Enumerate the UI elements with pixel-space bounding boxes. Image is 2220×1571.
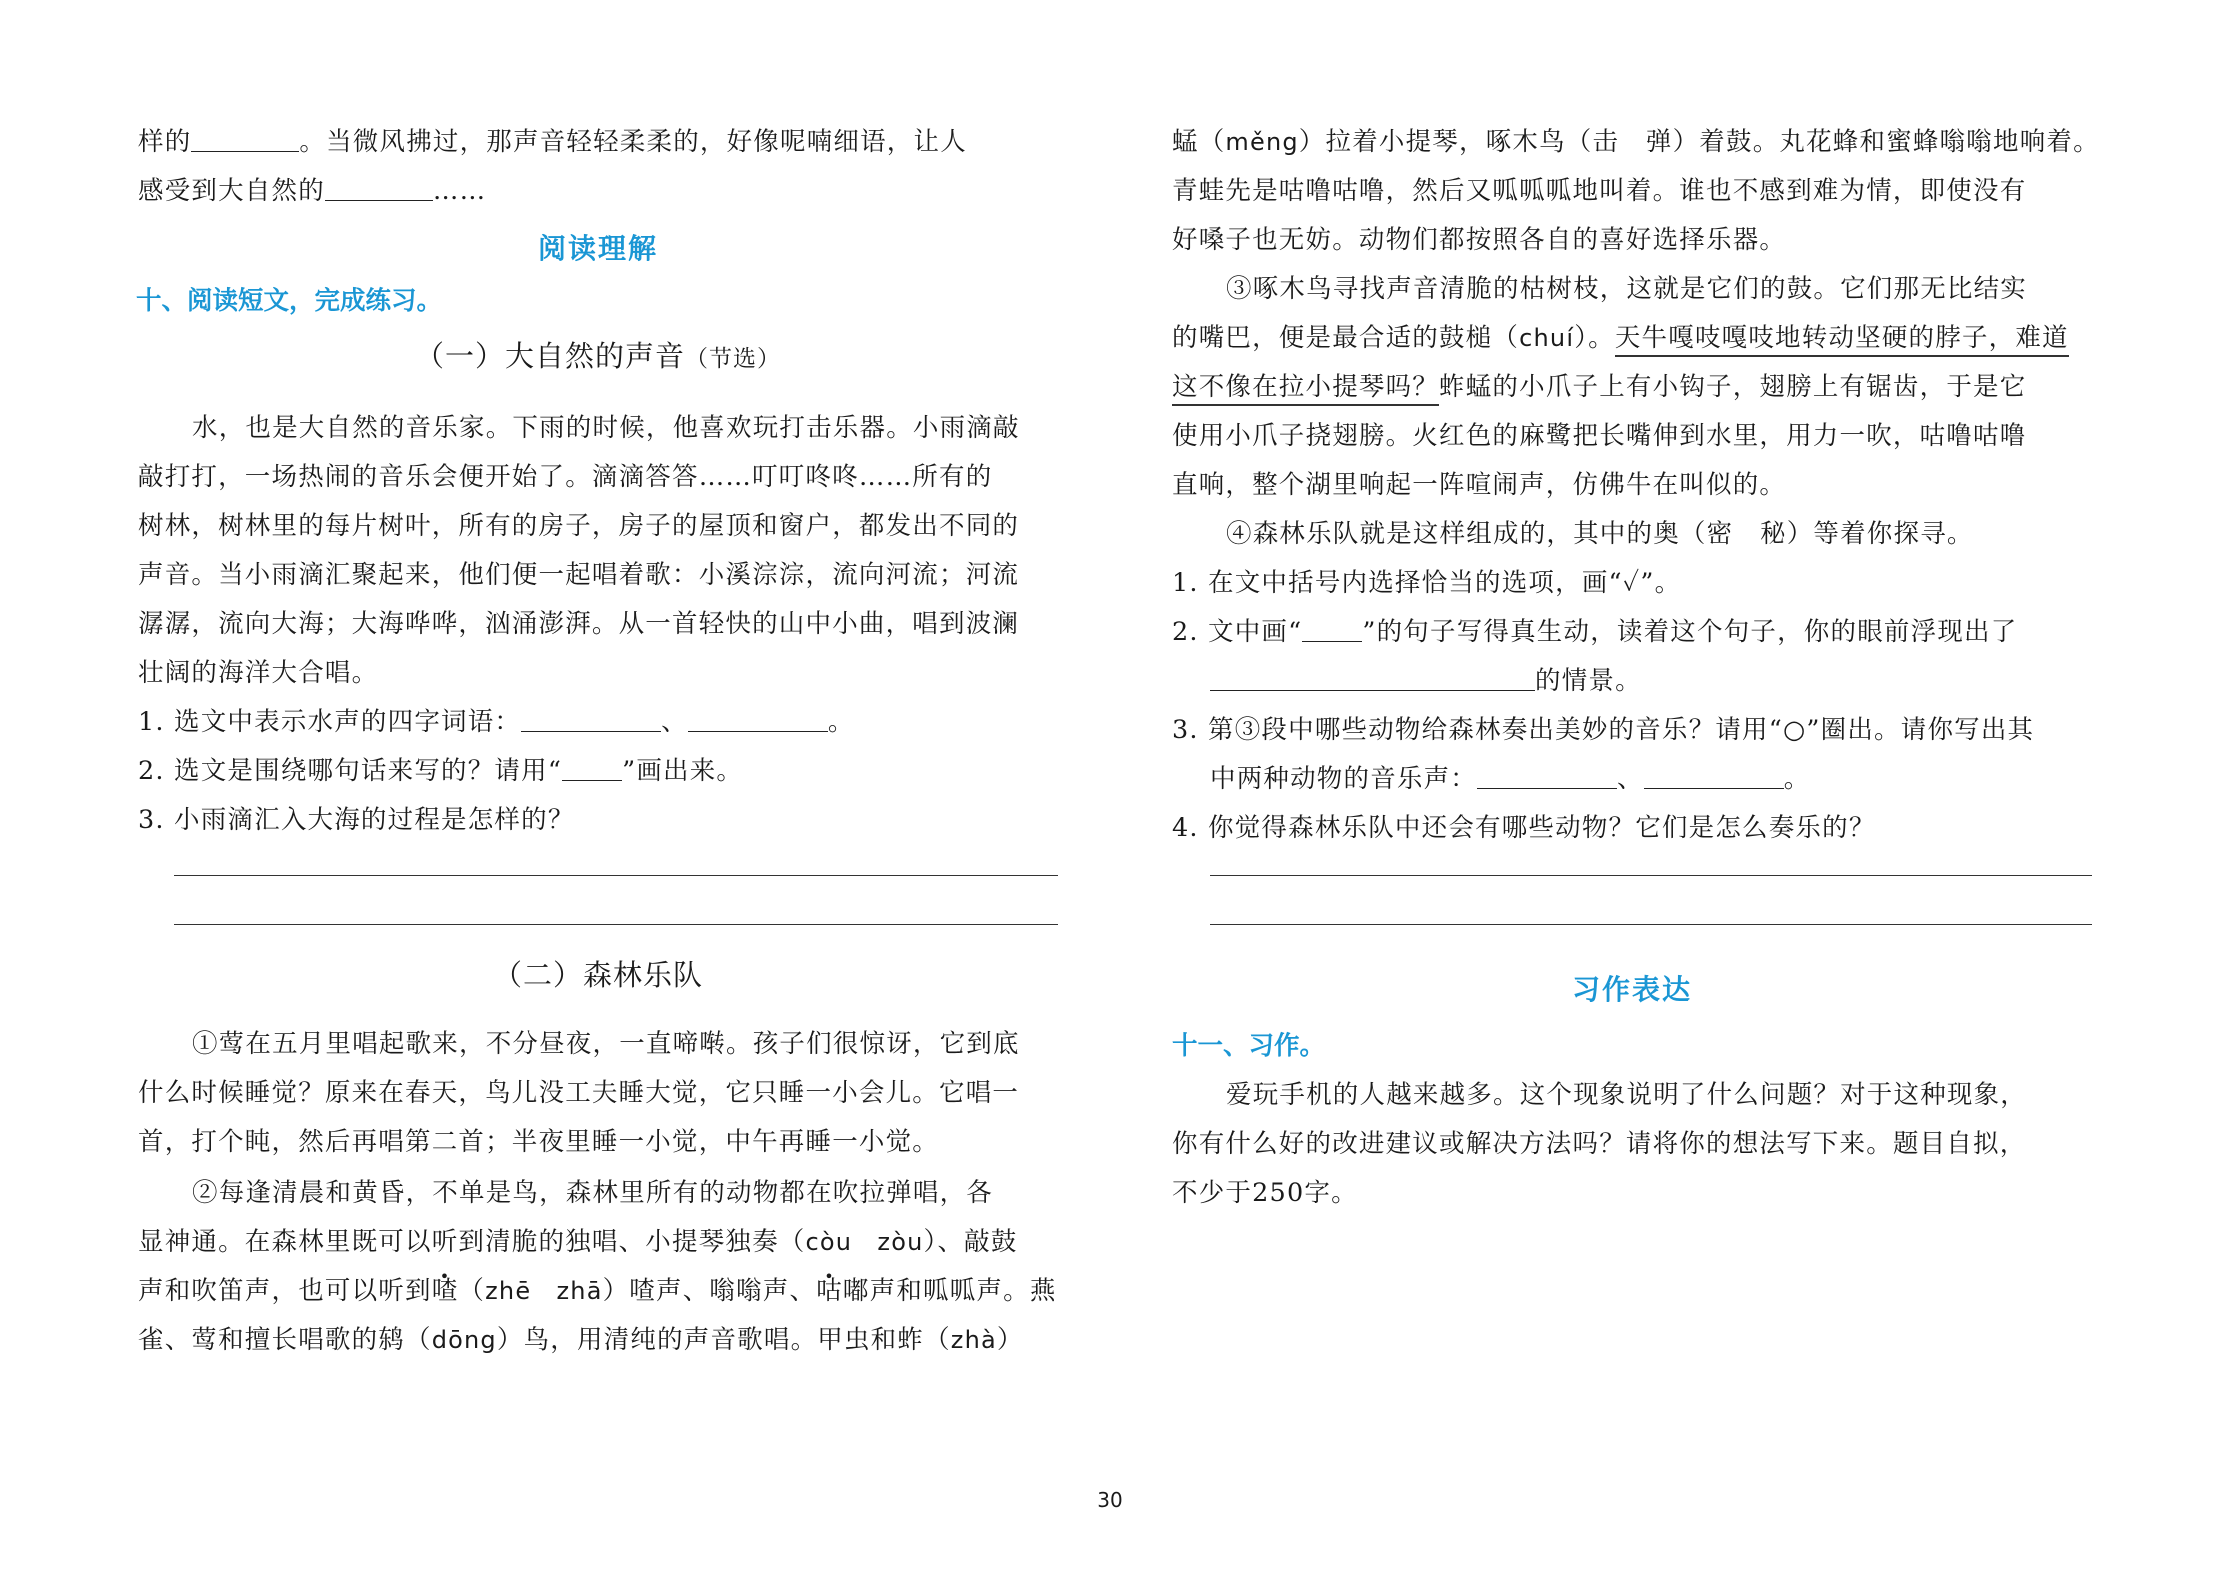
passage-line: ①莺在五月里唱起歌来，不分昼夜，一直啼啭。孩子们很惊讶，它到底: [192, 1029, 1020, 1059]
p2-question-2: 2. 文中画“ ”的句子写得真生动，读着这个句子，你的眼前浮现出了: [1172, 608, 2092, 657]
underline-sample: [562, 752, 622, 781]
passage-line: 的嘴巴，便是最合适的鼓槌（chuí）。天牛嘎吱嘎吱地转动坚硬的脖子，难道: [1172, 314, 2092, 363]
answer-blank[interactable]: [1210, 662, 1535, 691]
passage-line: 不少于250字。: [1172, 1178, 1358, 1208]
essay-prompt: [1172, 1071, 2092, 1218]
passage-line: 显神通。在森林里既可以听到清脆的独唱、小提琴独奏（còu zòu）、敲鼓: [138, 1227, 1018, 1257]
passage-line: 蜢（měng）拉着小提琴，啄木鸟（击 弹）着鼓。丸花蜂和蜜蜂嗡嗡地响着。: [1172, 127, 2100, 157]
passage-line: 潺潺，流向大海；大海哗哗，汹涌澎湃。从一首轻快的山中小曲，唱到波澜: [138, 609, 1020, 639]
passage-line: 雀、莺和擅长唱歌的鸫（dōng）鸟，用清纯的声音歌唱。甲虫和蚱（zhà）: [138, 1325, 1024, 1355]
p2-question-3: 3. 第③段中哪些动物给森林奏出美妙的音乐？请用“○”圈出。请你写出其: [1172, 715, 2035, 745]
passage-line: 声音。当小雨滴汇聚起来，他们便一起唱着歌：小溪淙淙，流向河流；河流: [138, 560, 1020, 590]
question-10-heading: 十、阅读短文，完成练习。: [136, 286, 443, 316]
answer-blank[interactable]: [1477, 760, 1617, 789]
passage-line: ③啄木鸟寻找声音清脆的枯树枝，这就是它们的鼓。它们那无比结实: [1226, 274, 2028, 304]
p2-question-4: 4. 你觉得森林乐队中还会有哪些动物？它们是怎么奏乐的？: [1172, 813, 1876, 843]
answer-blank[interactable]: [521, 703, 661, 732]
answer-blank[interactable]: [191, 123, 299, 152]
p1-question-3: 3. 小雨滴汇入大海的过程是怎样的？: [138, 805, 575, 835]
passage-line: 你有什么好的改进建议或解决方法吗？请将你的想法写下来。题目自拟，: [1172, 1129, 2027, 1159]
p2-question-2-cont: 的情景。: [1172, 657, 2092, 706]
passage-line: 什么时候睡觉？原来在春天，鸟儿没工夫睡大觉，它只睡一小会儿。它唱一: [138, 1078, 1020, 1108]
passage-2-title: （二）森林乐队: [492, 958, 703, 992]
passage-line: 水，也是大自然的音乐家。下雨的时候，他喜欢玩打击乐器。小雨滴敲: [192, 413, 1020, 443]
passage-1-title: （一）大自然的声音（节选）: [414, 339, 781, 373]
passage-line: 好嗓子也无妨。动物们都按照各自的喜好选择乐器。: [1172, 225, 1787, 255]
question-11-heading: 十一、习作。: [1172, 1031, 1326, 1061]
passage-line: 这不像在拉小提琴吗？蚱蜢的小爪子上有小钩子，翅膀上有锯齿，于是它: [1172, 363, 2092, 412]
section-title-reading: 阅读理解: [537, 232, 658, 265]
underline-sample: [1302, 613, 1362, 642]
right-column: [1172, 118, 2100, 1218]
page-number: 30: [1097, 1488, 1123, 1512]
underlined-sentence: 天牛嘎吱嘎吱地转动坚硬的脖子，难道: [1615, 323, 2069, 357]
passage-1-text: [138, 404, 1058, 698]
answer-blank[interactable]: [1644, 760, 1784, 789]
passage-line: 壮阔的海洋大合唱。: [138, 658, 379, 688]
carry-line-2: 感受到大自然的 ……: [138, 167, 1058, 216]
carry-line-1: 样的 。当微风拂过，那声音轻轻柔柔的，好像呢喃细语，让人: [138, 118, 1058, 167]
passage-line: 爱玩手机的人越来越多。这个现象说明了什么问题？对于这种现象，: [1226, 1080, 2028, 1110]
passage-line: 树林，树林里的每片树叶，所有的房子，房子的屋顶和窗户，都发出不同的: [138, 511, 1020, 541]
passage-line: 直响，整个湖里响起一阵喧闹声，仿佛牛在叫似的。: [1172, 470, 1787, 500]
p1-question-1: 1. 选文中表示水声的四字词语： 、 。: [138, 698, 1058, 747]
passage-line: ④森林乐队就是这样组成的，其中的奥（密 秘）等着你探寻。: [1226, 519, 1974, 549]
passage-2-text: [138, 1020, 1058, 1365]
underlined-sentence: 这不像在拉小提琴吗？: [1172, 372, 1439, 406]
passage-line: 声和吹笛声，也可以听到喳（zhē zhā）喳声、嗡嗡声、咕嘟声和呱呱声。燕: [138, 1276, 1057, 1306]
passage-line: 青蛙先是咕噜咕噜，然后又呱呱呱地叫着。谁也不感到难为情，即使没有: [1172, 176, 2027, 206]
passage-line: 首，打个盹，然后再唱第二首；半夜里睡一小觉，中午再睡一小觉。: [138, 1127, 940, 1157]
passage-line: 使用小爪子挠翅膀。火红色的麻鹭把长嘴伸到水里，用力一吹，咕噜咕噜: [1172, 421, 2027, 451]
passage-line: 敲打打，一场热闹的音乐会便开始了。滴滴答答……叮叮咚咚……所有的: [138, 462, 993, 492]
left-column: [138, 118, 1058, 1365]
answer-blank[interactable]: [688, 703, 828, 732]
answer-blank[interactable]: [325, 172, 433, 201]
section-title-writing: 习作表达: [1571, 973, 1692, 1006]
p2-question-1: 1. 在文中括号内选择恰当的选项，画“✓”。: [1172, 568, 1682, 598]
p1-question-2: 2. 选文是围绕哪句话来写的？请用“ ”画出来。: [138, 747, 1058, 796]
p2-question-3-cont: 中两种动物的音乐声： 、 。: [1172, 755, 2092, 804]
passage-line: ②每逢清晨和黄昏，不单是鸟，森林里所有的动物都在吹拉弹唱，各: [192, 1178, 994, 1208]
